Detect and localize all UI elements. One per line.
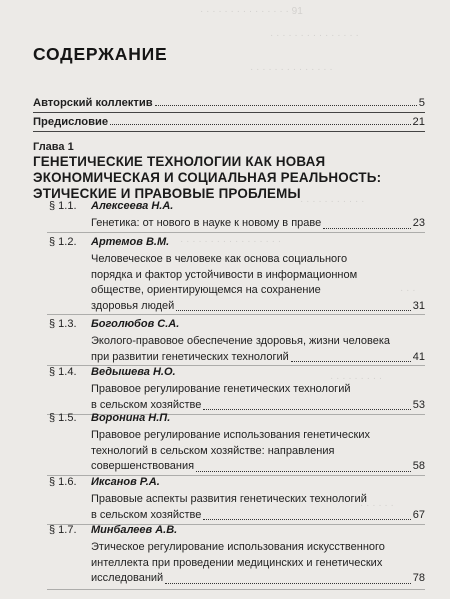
section-title [91, 252, 425, 314]
section-title-line: здоровья людей [91, 299, 175, 312]
section-title [91, 540, 425, 587]
section-title-line: Правовое регулирование использования генетических [91, 429, 370, 441]
section-number: § 1.2. [49, 236, 77, 248]
section-title-line: Этическое регулирование использования искусственного [91, 541, 385, 553]
section-author: Алексеева Н.А. [91, 200, 174, 212]
section-number: § 1.4. [49, 366, 77, 378]
toc-entry-label: Авторский коллектив [33, 97, 153, 109]
page-number: 41 [412, 350, 425, 363]
leader-dots [176, 310, 410, 311]
section-author: Боголюбов С.А. [91, 318, 180, 330]
chapter-title-line: ГЕНЕТИЧЕСКИЕ ТЕХНОЛОГИИ КАК НОВАЯ [33, 154, 326, 169]
section-title [91, 382, 425, 413]
section-title-line: совершенствования [91, 460, 195, 473]
section-title-line: технологий в сельском хозяйстве: направления [91, 444, 335, 457]
page-number: 53 [412, 398, 425, 411]
section-title-line: Эколого-правовое обеспечение здоровья, жизни человека [91, 335, 391, 347]
section-title-line: в сельском хозяйстве [91, 508, 202, 521]
divider [47, 232, 425, 233]
section-title-line: порядка и фактор устойчивости в информационном [91, 268, 358, 281]
leader-dots [165, 583, 411, 584]
section-title-line: исследований [91, 572, 164, 585]
section-author: Минбалеев А.В. [91, 524, 178, 536]
divider [33, 112, 425, 113]
show-through-text: · · · · · · · · · · · · · · [250, 64, 333, 75]
page-number: 58 [412, 460, 425, 473]
show-through-text: · · · · · · · · · [330, 373, 383, 384]
show-through-text: · · · [400, 285, 416, 296]
divider [47, 589, 425, 590]
section-title-line: Генетика: от нового в науке к новому в праве [91, 217, 322, 229]
show-through-text: · · · · · · · · · · · · · · · [270, 30, 359, 41]
section-title-line: Человеческое в человеке как основа социального [91, 253, 348, 265]
leader-dots [155, 105, 417, 106]
section-number: § 1.3. [49, 318, 77, 330]
toc-entry-authors[interactable] [33, 97, 425, 109]
section-title [91, 334, 425, 365]
leader-dots [323, 228, 411, 229]
page-number: 5 [418, 97, 425, 109]
divider [47, 314, 425, 315]
chapter-title-line: ЭТИЧЕСКИЕ И ПРАВОВЫЕ ПРОБЛЕМЫ [33, 185, 301, 201]
section-author: Иксанов Р.А. [91, 476, 160, 488]
show-through-text: · · · · · · [360, 500, 394, 511]
page-number: 78 [412, 572, 425, 585]
page-number: 67 [412, 508, 425, 521]
show-through-text: · · · · · · [360, 578, 394, 589]
divider [33, 131, 425, 132]
section-title-line: Правовые аспекты развития генетических технологий [91, 493, 367, 505]
page-number: 31 [412, 299, 425, 312]
section-author: Ведышева Н.О. [91, 366, 176, 378]
show-through-text: · · · · · · · · · · · · · · · 91 [200, 6, 303, 17]
section-author: Воронина Н.П. [91, 412, 171, 424]
section-number: § 1.6. [49, 476, 77, 488]
section-title-line: Правовое регулирование генетических технологий [91, 383, 351, 395]
show-through-text: · · · · · · · · · · · [300, 196, 365, 207]
chapter-number: Глава 1 [33, 141, 74, 153]
section-number: § 1.7. [49, 524, 77, 536]
chapter-title-line: ЭКОНОМИЧЕСКАЯ И СОЦИАЛЬНАЯ РЕАЛЬНОСТЬ: [33, 169, 382, 185]
leader-dots [196, 471, 411, 472]
leader-dots [203, 409, 410, 410]
leader-dots [110, 124, 410, 125]
section-title-line: в сельском хозяйстве [91, 398, 202, 411]
page-number: 21 [412, 116, 425, 128]
section-title [91, 428, 425, 475]
section-title-line: обществе, ориентирующемся на сохранение [91, 284, 321, 297]
section-title-line: при развитии генетических технологий [91, 350, 289, 363]
section-title-line: интеллекта при проведении медицинских и генетических [91, 556, 383, 569]
leader-dots [203, 519, 410, 520]
toc-page [33, 0, 429, 599]
page-number: 23 [412, 217, 425, 229]
leader-dots [291, 361, 411, 362]
page-title: СОДЕРЖАНИЕ [33, 44, 168, 64]
toc-entry-label: Предисловие [33, 116, 109, 128]
section-number: § 1.5. [49, 412, 77, 424]
section-author: Артемов В.М. [91, 236, 170, 248]
section-title [91, 216, 425, 232]
show-through-text: · · · · · · · · · · · · · · · · · [180, 236, 282, 247]
section-number: § 1.1. [49, 200, 77, 212]
toc-entry-preface[interactable] [33, 116, 425, 128]
section-title [91, 492, 425, 523]
chapter-title[interactable] [33, 154, 425, 201]
